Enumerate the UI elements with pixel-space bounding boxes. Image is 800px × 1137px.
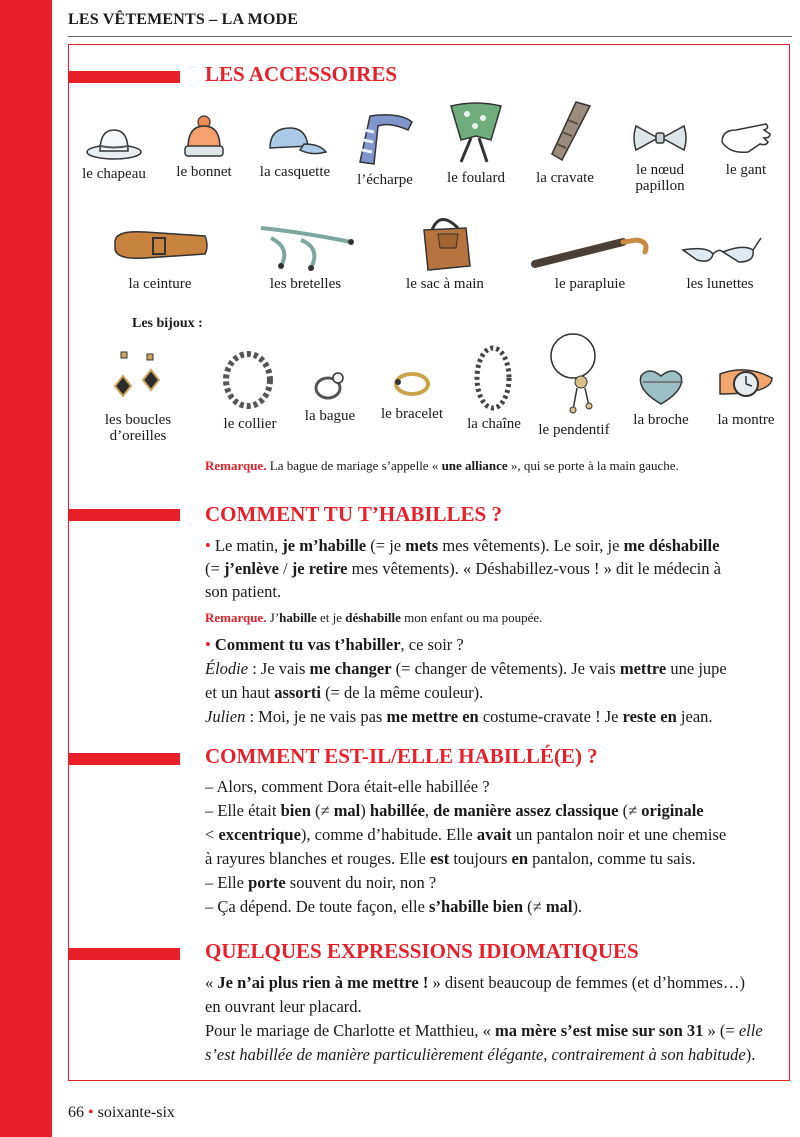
caption: le sac à main [406,276,484,292]
t: originale [641,801,704,820]
text-line [205,635,464,655]
item-casquette [250,118,340,180]
t: je m’habille [282,536,367,555]
caption: l’écharpe [357,172,413,188]
umbrella-icon [525,226,655,272]
caption: la montre [717,412,775,428]
t: porte [248,873,286,892]
t: est [429,849,450,868]
item-bretelles [248,218,363,292]
t: un pantalon noir et une chemise [511,825,727,844]
caption: le parapluie [554,276,626,292]
t: ), comme d’habitude. Elle [300,825,477,844]
section-bar [68,71,180,83]
chain-icon [469,342,519,412]
t: , [424,801,434,820]
caption: la casquette [259,164,331,180]
t: Élodie [205,659,249,678]
t: mon enfant ou ma poupée. [400,610,543,625]
caption: la chaîne [467,416,521,432]
bullet: • [88,1104,94,1121]
t: je retire [291,559,348,578]
text-line [205,849,696,869]
t: mes vêtements). Le soir, je [438,536,624,555]
brooch-icon [633,364,689,408]
silk-scarf-icon [443,96,509,166]
t: Le matin, [210,536,283,555]
text: La bague de mariage s’appelle « [266,458,442,473]
item-parapluie [525,226,655,292]
t: J’ [266,610,280,625]
item-cravate [527,96,603,186]
caption: le collier [223,416,277,432]
text-line: son patient. [205,582,282,601]
page-number [68,1104,175,1122]
belt-icon [105,222,215,272]
t: , ce soir ? [400,635,464,654]
bullet: • [205,635,215,654]
t: (≠ [523,897,546,916]
t: / [278,559,292,578]
t: me mettre en [386,707,479,726]
text-line: en ouvrant leur placard. [205,997,362,1016]
hat-icon [84,118,144,162]
t: pantalon, comme tu sais. [528,849,696,868]
caption: les boucles [104,412,172,428]
text-line [205,825,726,845]
t: s’est habillée de manière particulièrement élégante, contrairement à son habitude [205,1045,746,1064]
running-head: LES VÊTEMENTS – LA MODE [68,11,299,28]
caption: le chapeau [82,166,146,182]
suspenders-icon [251,218,361,272]
t: ). [572,897,583,916]
t: habillée [369,801,425,820]
t: souvent du noir, non ? [285,873,437,892]
section-title-habille: COMMENT EST-IL/ELLE HABILLÉ(E) ? [205,744,598,768]
item-pendentif [530,330,618,438]
remark-label: Remarque. [205,610,267,625]
necktie-icon [532,96,598,166]
text-line [205,873,436,893]
remark-alliance [205,458,679,474]
t: ) [360,801,370,820]
caption: le foulard [447,170,505,186]
t: mal [333,801,361,820]
cap-icon [260,118,330,160]
t: Julien [205,707,246,726]
t: Pour le mariage de Charlotte et Matthieu, « [205,1021,496,1040]
text-line [205,536,719,556]
handbag-icon [410,210,480,272]
t: avait [476,825,512,844]
section-title-expressions: QUELQUES EXPRESSIONS IDIOMATIQUES [205,939,639,963]
text-line [205,559,721,579]
text-line [205,801,704,821]
t: bien [280,801,311,820]
t: mets [405,536,439,555]
t: (= changer de vêtements). Je vais [391,659,620,678]
t: toujours [449,849,512,868]
item-bonnet [168,114,240,180]
text-line [205,1021,763,1041]
text-line: – Alors, comment Dora était-elle habillée ? [205,777,490,796]
bijoux-label: Les bijoux : [132,316,203,331]
caption: la bague [304,408,356,424]
bullet: • [205,536,211,555]
t: « [205,973,218,992]
t: » disent beaucoup de femmes (et d’hommes…) [428,973,745,992]
t: une jupe [666,659,727,678]
section-title-accessoires: LES ACCESSOIRES [205,62,398,86]
t: j’enlève [223,559,279,578]
t: mettre [619,659,667,678]
remark-label: Remarque. [205,458,267,473]
t: et un haut [205,683,275,702]
t: mal [545,897,573,916]
item-echarpe [345,110,425,188]
t: Je n’ai plus rien à me mettre ! [217,973,429,992]
text-line [205,1045,755,1065]
t: me déshabille [623,536,720,555]
t: ma mère s’est mise sur son 31 [495,1021,704,1040]
item-bracelet [370,366,454,422]
t: jean. [676,707,713,726]
t: (≠ [618,801,642,820]
caption: le nœud [636,162,684,178]
page-number-digits: 66 [68,1104,84,1121]
item-montre [708,360,784,428]
section-bar [68,753,180,765]
t: (≠ [310,801,334,820]
item-gant [710,118,782,178]
red-page-spine [0,0,52,1137]
section-title-habiller: COMMENT TU T’HABILLES ? [205,502,502,526]
item-lunettes [670,230,770,292]
t: (= [205,559,224,578]
caption: les lunettes [686,276,754,292]
item-chaine [458,342,530,432]
header-rule [68,36,792,37]
remark-habille [205,610,542,626]
t: en [511,849,529,868]
t: – Elle [205,873,249,892]
t: mes vêtements). « Déshabillez-vous ! » dit le médecin à [347,559,721,578]
glove-icon [718,118,774,158]
t: – Elle était [205,801,281,820]
bow-tie-icon [630,118,690,158]
item-boucles-oreilles [90,346,186,444]
t: Comment tu vas t’habiller [214,635,401,654]
t: costume-cravate ! Je [478,707,623,726]
item-foulard [438,96,514,186]
item-broche [623,364,699,428]
t: de manière assez classique [433,801,619,820]
t: : Je vais [248,659,310,678]
t: habille [279,610,317,625]
caption: le bonnet [176,164,232,180]
t: (= de la même couleur). [320,683,484,702]
t: déshabille [345,610,401,625]
text-line [205,897,582,917]
t: elle [738,1021,763,1040]
t: excentrique [218,825,301,844]
page-number-words: soixante-six [97,1104,175,1121]
text-line [205,659,727,679]
t: à rayures blanches et rouges. Elle [205,849,430,868]
caption-line2: d’oreilles [109,428,167,444]
item-ceinture [95,222,225,292]
t: < [205,825,219,844]
glasses-icon [677,230,763,272]
t: s’habille bien [429,897,524,916]
t: » (= [703,1021,739,1040]
scarf-icon [350,110,420,168]
item-collier [205,346,295,432]
item-sac-a-main [390,210,500,292]
t: : Moi, je ne vais pas [245,707,387,726]
text-line [205,707,713,727]
text: », qui se porte à la main gauche. [507,458,679,473]
caption: la broche [633,412,689,428]
t: et je [316,610,346,625]
t: ). [745,1045,756,1064]
bracelet-icon [390,366,434,402]
section-bar [68,509,180,521]
watch-icon [714,360,778,408]
caption: le bracelet [380,406,444,422]
item-bague [295,364,365,424]
section-bar [68,948,180,960]
ring-icon [310,364,350,404]
caption: le pendentif [538,422,610,438]
item-chapeau [74,118,154,182]
caption: le gant [725,162,767,178]
caption: la cravate [536,170,594,186]
caption-line2: papillon [635,178,685,194]
earrings-icon [103,346,173,408]
t: assorti [274,683,321,702]
beanie-icon [174,114,234,160]
text-line [205,683,483,703]
text-line [205,973,745,993]
necklace-icon [218,346,282,412]
caption: les bretelles [269,276,342,292]
t: (= je [366,536,406,555]
caption: la ceinture [128,276,192,292]
item-noeud-papillon [620,118,700,194]
pendant-icon [539,330,609,418]
t: reste en [622,707,677,726]
t: – Ça dépend. De toute façon, elle [205,897,430,916]
text-bold: une alliance [441,458,508,473]
t: me changer [309,659,392,678]
